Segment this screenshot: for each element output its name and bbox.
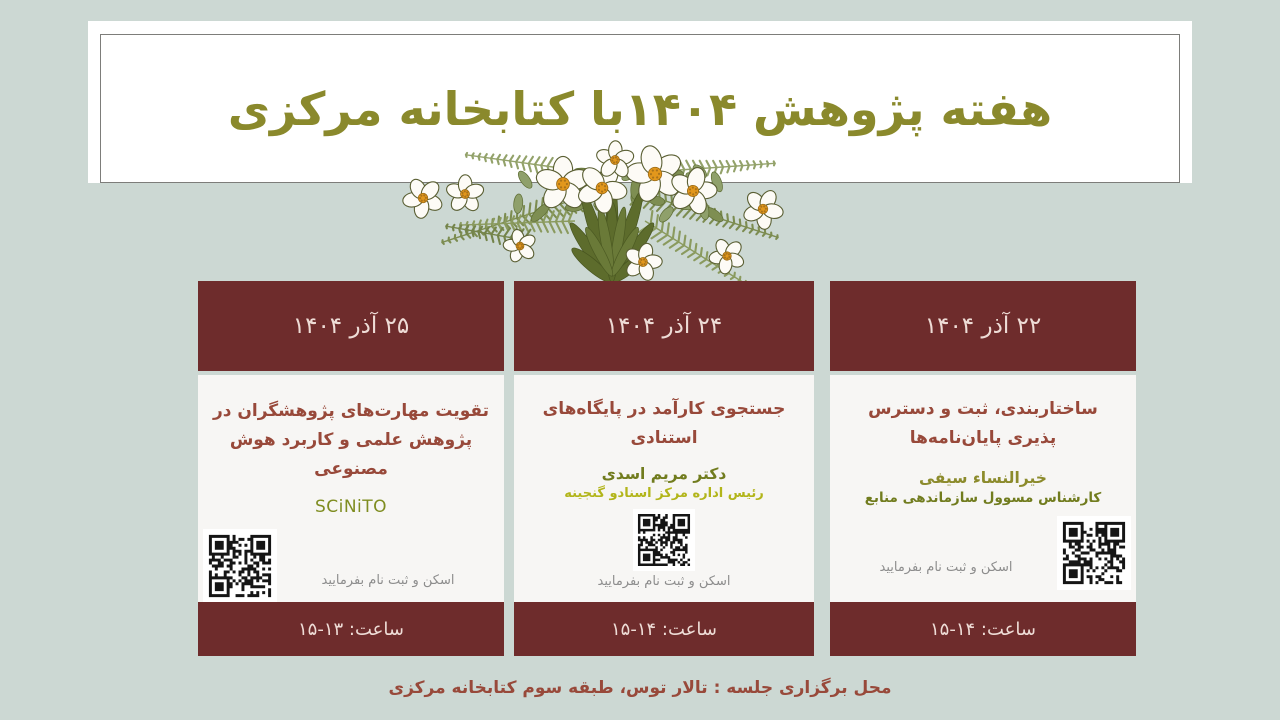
session-time: ساعت: ۱۴-۱۵ — [611, 618, 717, 640]
session-date-banner — [198, 281, 504, 371]
session-time: ساعت: ۱۳-۱۵ — [298, 618, 404, 640]
session-title: تقویت مهارت‌های پژوهشگران در پژوهش علمی و کاربرد هوش مصنوعی — [212, 401, 490, 480]
qr-block — [514, 509, 814, 589]
scan-instruction: اسکن و ثبت نام بفرمایید — [879, 560, 1013, 576]
session-date: ۲۵ آذر ۱۴۰۴ — [292, 313, 410, 339]
page-title: هفته پژوهش ۱۴۰۴با کتابخانه مرکزی — [227, 81, 1053, 136]
flower-bouquet-illustration — [390, 146, 810, 296]
session-date-banner — [830, 281, 1136, 371]
session-body — [198, 375, 504, 602]
session-date-banner — [514, 281, 814, 371]
qr-row — [198, 529, 504, 602]
speaker-role: رئیس اداره مرکز اسنادو گنجینه — [564, 486, 764, 502]
session-body — [514, 375, 814, 602]
session-card-22-azar — [830, 281, 1136, 656]
tool-name: SCiNiTO — [314, 496, 388, 517]
qr-code — [203, 529, 277, 602]
session-card-24-azar — [514, 281, 814, 656]
scan-instruction: اسکن و ثبت نام بفرمایید — [321, 572, 455, 588]
qr-row — [830, 516, 1136, 590]
speaker-name: دکتر مریم اسدی — [601, 465, 727, 484]
session-body — [830, 375, 1136, 602]
qr-code — [633, 509, 695, 571]
speaker-name: خیرالنساء سیفی — [919, 469, 1047, 488]
session-time-banner — [198, 602, 504, 656]
session-title: جستجوی کارآمد در پایگاه‌های استنادی — [542, 399, 786, 449]
session-date: ۲۴ آذر ۱۴۰۴ — [605, 313, 723, 339]
session-title: ساختاربندی، ثبت و دسترس پذیری پایان‌نامه‌ها — [868, 399, 1098, 449]
session-time-banner — [514, 602, 814, 656]
session-time-banner — [830, 602, 1136, 656]
qr-code — [1057, 516, 1131, 590]
session-date: ۲۲ آذر ۱۴۰۴ — [924, 313, 1042, 339]
speaker-role: کارشناس مسوول سازماندهی منابع — [864, 490, 1102, 507]
session-card-25-azar — [198, 281, 504, 656]
venue-text: محل برگزاری جلسه : تالار توس، طبقه سوم کتابخانه مرکزی — [388, 678, 892, 698]
scan-instruction: اسکن و ثبت نام بفرمایید — [597, 574, 731, 590]
session-time: ساعت: ۱۴-۱۵ — [930, 618, 1036, 640]
